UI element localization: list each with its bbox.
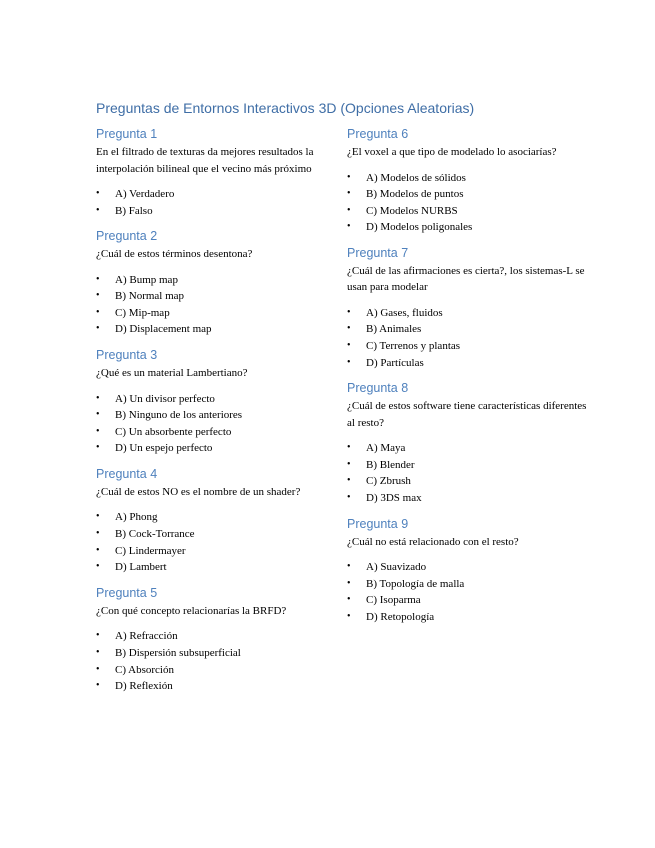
option-label: B) Dispersión subsuperficial xyxy=(115,646,241,659)
options-list xyxy=(347,440,587,506)
option-label: B) Normal map xyxy=(115,290,185,303)
option-label: A) Phong xyxy=(115,511,158,524)
option-item xyxy=(347,170,587,187)
bullet-icon: • xyxy=(347,221,351,233)
option-item xyxy=(96,662,336,679)
bullet-icon: • xyxy=(96,442,100,454)
option-label: D) Lambert xyxy=(115,561,167,574)
option-label: D) Partículas xyxy=(366,356,424,369)
bullet-icon: • xyxy=(96,544,100,556)
option-label: A) Refracción xyxy=(115,630,178,643)
bullet-icon: • xyxy=(347,561,351,573)
option-label: A) Bump map xyxy=(115,273,178,286)
option-item xyxy=(347,457,587,474)
bullet-icon: • xyxy=(347,323,351,335)
options-list xyxy=(347,305,587,371)
bullet-icon: • xyxy=(347,577,351,589)
option-item xyxy=(96,424,336,441)
option-item xyxy=(347,576,587,593)
bullet-icon: • xyxy=(96,425,100,437)
option-label: A) Modelos de sólidos xyxy=(366,171,466,184)
option-item xyxy=(347,203,587,220)
question-text: ¿Cuál de las afirmaciones es cierta?, los sistemas-L se usan para modelar xyxy=(347,264,585,294)
option-label: C) Terrenos y plantas xyxy=(366,340,461,353)
question-8 xyxy=(347,380,587,515)
bullet-icon: • xyxy=(347,306,351,318)
bullet-icon: • xyxy=(96,680,100,692)
options-list xyxy=(96,391,336,457)
option-label: C) Absorción xyxy=(115,663,174,676)
options-list xyxy=(96,628,336,694)
question-text: ¿Qué es un material Lambertiano? xyxy=(96,367,248,380)
question-2 xyxy=(96,228,336,347)
bullet-icon: • xyxy=(347,442,351,454)
bullet-icon: • xyxy=(347,204,351,216)
option-label: A) Un divisor perfecto xyxy=(115,392,215,405)
bullet-icon: • xyxy=(96,290,100,302)
bullet-icon: • xyxy=(347,594,351,606)
option-label: B) Ninguno de los anteriores xyxy=(115,409,243,422)
bullet-icon: • xyxy=(347,475,351,487)
option-item xyxy=(347,355,587,372)
question-heading: Pregunta 8 xyxy=(347,381,409,396)
option-item xyxy=(96,543,336,560)
options-list xyxy=(347,559,587,625)
bullet-icon: • xyxy=(96,561,100,573)
option-label: B) Cock-Torrance xyxy=(115,528,195,541)
option-label: B) Falso xyxy=(115,204,153,217)
bullet-icon: • xyxy=(96,409,100,421)
option-item xyxy=(96,305,336,322)
option-label: C) Modelos NURBS xyxy=(366,204,458,217)
option-item xyxy=(96,645,336,662)
bullet-icon: • xyxy=(96,392,100,404)
option-label: B) Modelos de puntos xyxy=(366,188,464,201)
question-text: ¿Cuál de estos términos desentona? xyxy=(96,248,253,261)
option-label: C) Lindermayer xyxy=(115,544,186,557)
option-label: A) Verdadero xyxy=(115,188,175,200)
question-text: En el filtrado de texturas da mejores resultados la interpolación bilineal que el vecino más próximo xyxy=(96,146,314,175)
bullet-icon: • xyxy=(96,646,100,658)
option-item xyxy=(96,203,336,220)
bullet-icon: • xyxy=(96,188,100,199)
option-label: B) Blender xyxy=(366,458,415,471)
bullet-icon: • xyxy=(347,458,351,470)
question-heading: Pregunta 3 xyxy=(96,348,158,363)
option-item xyxy=(96,272,336,289)
bullet-icon: • xyxy=(347,340,351,352)
question-heading: Pregunta 6 xyxy=(347,127,409,141)
question-9 xyxy=(347,516,587,635)
option-label: D) Retopología xyxy=(366,610,435,623)
options-list xyxy=(96,186,336,219)
bullet-icon: • xyxy=(347,356,351,368)
option-label: A) Suavizado xyxy=(366,561,427,574)
option-label: C) Un absorbente perfecto xyxy=(115,425,232,438)
option-label: D) Displacement map xyxy=(115,323,212,336)
right-column xyxy=(347,126,587,635)
bullet-icon: • xyxy=(347,492,351,504)
bullet-icon: • xyxy=(96,663,100,675)
document-title: Preguntas de Entornos Interactivos 3D (Opciones Aleatorias) xyxy=(96,100,475,116)
option-label: D) 3DS max xyxy=(366,492,422,505)
option-label: C) Zbrush xyxy=(366,475,411,488)
option-label: D) Modelos poligonales xyxy=(366,221,473,234)
question-text: ¿Con qué concepto relacionarías la BRFD? xyxy=(96,604,287,617)
option-item xyxy=(96,440,336,457)
option-item xyxy=(347,219,587,236)
option-label: B) Animales xyxy=(366,323,422,336)
question-text: ¿Cuál no está relacionado con el resto? xyxy=(347,535,519,548)
bullet-icon: • xyxy=(347,188,351,200)
question-heading: Pregunta 7 xyxy=(347,245,409,260)
option-item xyxy=(96,407,336,424)
options-list xyxy=(347,170,587,236)
bullet-icon: • xyxy=(96,273,100,285)
option-item xyxy=(96,186,336,203)
options-list xyxy=(96,272,336,338)
bullet-icon: • xyxy=(96,511,100,523)
question-4 xyxy=(96,466,336,585)
options-list xyxy=(96,509,336,575)
option-item xyxy=(347,592,587,609)
question-heading: Pregunta 9 xyxy=(347,516,409,531)
bullet-icon: • xyxy=(347,610,351,622)
question-heading: Pregunta 4 xyxy=(96,466,158,481)
bullet-icon: • xyxy=(347,171,351,183)
option-item xyxy=(347,609,587,626)
question-6 xyxy=(347,126,587,245)
bullet-icon: • xyxy=(96,630,100,642)
question-text: ¿Cuál de estos software tiene características diferentes al resto? xyxy=(347,400,587,429)
bullet-icon: • xyxy=(96,306,100,318)
option-item xyxy=(96,509,336,526)
option-item xyxy=(347,473,587,490)
option-label: D) Un espejo perfecto xyxy=(115,442,213,455)
option-item xyxy=(347,440,587,457)
question-heading: Pregunta 5 xyxy=(96,585,158,600)
option-item xyxy=(347,321,587,338)
option-item xyxy=(347,559,587,576)
option-item xyxy=(347,490,587,507)
option-label: C) Isoparma xyxy=(366,594,421,607)
option-item xyxy=(96,526,336,543)
option-label: B) Topología de malla xyxy=(366,577,465,590)
question-7 xyxy=(347,245,587,380)
option-item xyxy=(96,678,336,695)
option-item xyxy=(96,559,336,576)
option-item xyxy=(96,628,336,645)
question-5 xyxy=(96,585,336,704)
option-item xyxy=(96,321,336,338)
left-column xyxy=(96,126,336,704)
question-1 xyxy=(96,126,336,228)
option-label: A) Maya xyxy=(366,442,406,455)
option-label: A) Gases, fluidos xyxy=(366,306,443,319)
question-heading: Pregunta 1 xyxy=(96,127,158,141)
option-item xyxy=(347,338,587,355)
bullet-icon: • xyxy=(96,323,100,335)
option-label: D) Reflexión xyxy=(115,680,173,693)
option-item xyxy=(96,391,336,408)
option-label: C) Mip-map xyxy=(115,306,170,319)
option-item xyxy=(347,305,587,322)
bullet-icon: • xyxy=(96,204,100,216)
question-text: ¿Cuál de estos NO es el nombre de un shader? xyxy=(96,485,301,498)
question-heading: Pregunta 2 xyxy=(96,229,158,244)
question-text: ¿El voxel a que tipo de modelado lo asociarías? xyxy=(347,146,557,158)
option-item xyxy=(347,186,587,203)
question-3 xyxy=(96,347,336,466)
option-item xyxy=(96,288,336,305)
bullet-icon: • xyxy=(96,528,100,540)
